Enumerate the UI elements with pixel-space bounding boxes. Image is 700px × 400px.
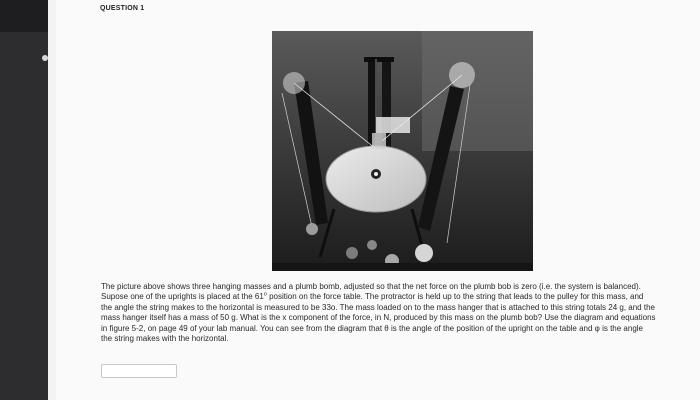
force-table-illustration bbox=[272, 31, 533, 271]
question-label: QUESTION 1 bbox=[100, 5, 145, 12]
left-sidebar bbox=[0, 0, 48, 400]
question-text-part2: position on the force table. The protractor is held up to the string that leads to the pulley for this mass, and the angle the string makes to the horizontal is measured to be 33o. The mass loaded on to the mass hanger that is attached to this string totals 24 g, and the mass hanger itself has a mass of 50 g. What is the x component of the force, in N, produced by this mass on the plumb bob? Use the diagram and equations in figure 5-2, on page 49 of your lab manual. You can see from the diagram that θ is the angle of the position of the upright on the table and φ is the angle the string makes with the horizontal. bbox=[101, 292, 656, 344]
question-text bbox=[101, 282, 656, 344]
question-text-part1: The picture above shows three hanging masses and a plumb bomb, adjusted so that the net force on the plumb bob is zero (i.e. the system is balanced). Supose one of the uprights is placed at the 61 bbox=[101, 282, 641, 302]
force-table-photo bbox=[272, 31, 533, 271]
question-panel bbox=[56, 0, 700, 400]
sidebar-header bbox=[0, 0, 48, 32]
answer-input[interactable] bbox=[101, 364, 177, 378]
nav-dot-icon[interactable] bbox=[42, 55, 48, 61]
degree-superscript: o bbox=[263, 291, 267, 298]
